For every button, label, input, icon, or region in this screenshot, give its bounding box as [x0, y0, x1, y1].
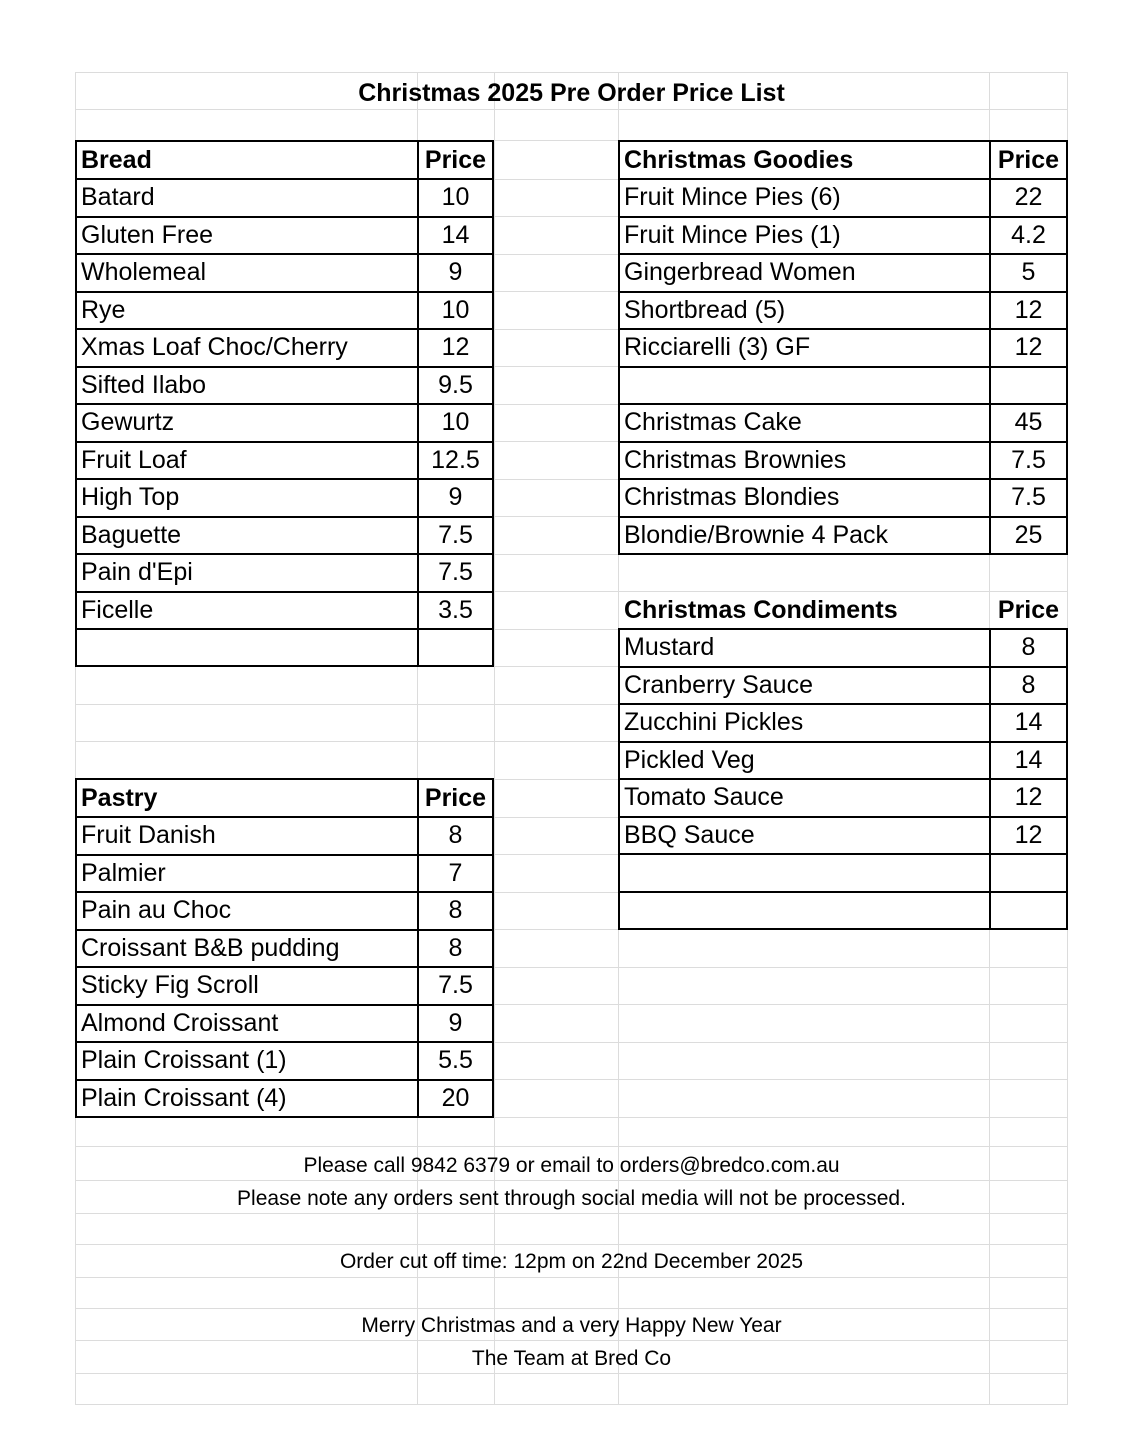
- bread-item-price: 10: [441, 183, 470, 212]
- bread-item-price: 7.5: [438, 520, 473, 549]
- bread-header: Bread: [81, 145, 152, 174]
- pastry-item-price: 9: [448, 1008, 463, 1037]
- goodies-item-price: 7.5: [1011, 483, 1046, 512]
- bread-item-price: 3.5: [438, 595, 473, 624]
- pastry-item-name: Almond Croissant: [81, 1008, 279, 1037]
- condiments-item-name: Tomato Sauce: [624, 783, 784, 812]
- bread-item-price: 10: [441, 295, 470, 324]
- pastry-item-price: 8: [448, 933, 463, 962]
- goodies-item-price: [989, 367, 1068, 405]
- goodies-item-price: 45: [1014, 408, 1043, 437]
- bread-item-price: 12.5: [431, 445, 480, 474]
- pastry-item-price: 7: [448, 858, 463, 887]
- bread-item-name: Gluten Free: [81, 220, 214, 249]
- pastry-price-header: Price: [424, 783, 487, 812]
- goodies-item-name: Shortbread (5): [624, 295, 786, 324]
- bread-item-name: Batard: [81, 183, 155, 212]
- bread-item-price: 12: [441, 333, 470, 362]
- bread-item-name: Ficelle: [81, 595, 154, 624]
- goodies-item-name: Fruit Mince Pies (1): [624, 220, 841, 249]
- gridline-horizontal: [75, 1213, 1068, 1214]
- condiments-item-price: 12: [1014, 783, 1043, 812]
- bread-item-name: Xmas Loaf Choc/Cherry: [81, 333, 348, 362]
- pastry-item-name: Croissant B&B pudding: [81, 933, 340, 962]
- row-divider: [618, 853, 1068, 855]
- condiments-header: Christmas Condiments: [624, 596, 898, 624]
- pastry-item-name: Palmier: [81, 858, 166, 887]
- condiments-item-name: Cranberry Sauce: [624, 670, 813, 699]
- pastry-item-name: Plain Croissant (1): [81, 1046, 287, 1075]
- condiments-item-name: Mustard: [624, 633, 715, 662]
- bread-item-name: Pain d'Epi: [81, 558, 193, 587]
- bread-item-name: Baguette: [81, 520, 182, 549]
- condiments-item-name: Pickled Veg: [624, 745, 755, 774]
- goodies-item-price: 22: [1014, 183, 1043, 212]
- condiments-item-name: Zucchini Pickles: [624, 708, 804, 737]
- goodies-item-name: Gingerbread Women: [624, 258, 856, 287]
- order-cutoff: Order cut off time: 12pm on 22nd December 2025: [339, 1250, 804, 1273]
- bread-item-price: 7.5: [438, 558, 473, 587]
- gridline-horizontal: [75, 1180, 1068, 1181]
- condiments-item-price: 14: [1014, 708, 1043, 737]
- goodies-item-name: Christmas Brownies: [624, 445, 847, 474]
- pastry-item-price: 7.5: [438, 971, 473, 1000]
- gridline-horizontal: [75, 1308, 1068, 1309]
- bread-item-price: 9: [448, 258, 463, 287]
- bread-item-name: Wholemeal: [81, 258, 207, 287]
- gridline-horizontal: [75, 1146, 1068, 1147]
- price-list-sheet: [75, 72, 1068, 1404]
- goodies-item-price: 7.5: [1011, 445, 1046, 474]
- pastry-item-price: 20: [441, 1083, 470, 1112]
- social-media-note: Please note any orders sent through social media will not be processed.: [237, 1187, 906, 1210]
- gridline-horizontal: [75, 1373, 1068, 1374]
- goodies-item-name: Ricciarelli (3) GF: [624, 333, 811, 362]
- bread-item-price: 9: [448, 483, 463, 512]
- pastry-item-price: 5.5: [438, 1046, 473, 1075]
- goodies-header: Christmas Goodies: [624, 145, 854, 174]
- gridline-horizontal: [75, 109, 1068, 110]
- goodies-item-price: 25: [1014, 520, 1043, 549]
- bread-item-name: High Top: [81, 483, 180, 512]
- bread-item-price: 14: [441, 220, 470, 249]
- gridline-horizontal: [75, 1244, 1068, 1245]
- bread-item-price: 9.5: [438, 370, 473, 399]
- condiments-item-price: 8: [1021, 670, 1036, 699]
- pastry-item-name: Fruit Danish: [81, 821, 216, 850]
- goodies-item-name: Blondie/Brownie 4 Pack: [624, 520, 889, 549]
- bread-item-price: 10: [441, 408, 470, 437]
- gridline-horizontal: [75, 1340, 1068, 1341]
- condiments-item-price: 8: [1021, 633, 1036, 662]
- contact-line: Please call 9842 6379 or email to orders@bredco.com.au: [303, 1154, 840, 1177]
- pastry-item-price: 8: [448, 821, 463, 850]
- goodies-item-name: [618, 367, 989, 405]
- page-title: Christmas 2025 Pre Order Price List: [358, 79, 785, 107]
- pastry-item-name: Plain Croissant (4): [81, 1083, 287, 1112]
- bread-item-name: Sifted Ilabo: [81, 370, 207, 399]
- goodies-item-price: 5: [1021, 258, 1036, 287]
- goodies-item-price: 4.2: [1011, 220, 1046, 249]
- gridline-horizontal: [75, 1277, 1068, 1278]
- condiments-item-price: 14: [1014, 745, 1043, 774]
- gridline-horizontal: [75, 72, 1068, 73]
- greeting: Merry Christmas and a very Happy New Year: [361, 1314, 782, 1337]
- signoff: The Team at Bred Co: [471, 1347, 672, 1370]
- gridline-horizontal: [75, 1404, 1068, 1405]
- goodies-item-price: 12: [1014, 333, 1043, 362]
- condiments-item-name: BBQ Sauce: [624, 820, 755, 849]
- row-divider: [618, 891, 1068, 893]
- bread-item-name: Gewurtz: [81, 408, 175, 437]
- pastry-header: Pastry: [81, 783, 158, 812]
- condiments-item-price: 12: [1014, 820, 1043, 849]
- pastry-item-price: 8: [448, 896, 463, 925]
- bread-price-header: Price: [424, 145, 487, 174]
- goodies-price-header: Price: [997, 145, 1060, 174]
- goodies-item-price: 12: [1014, 295, 1043, 324]
- row-divider: [75, 628, 494, 630]
- bread-item-name: Rye: [81, 295, 126, 324]
- bread-item-name: Fruit Loaf: [81, 445, 187, 474]
- condiments-price-header: Price: [997, 596, 1060, 624]
- goodies-item-name: Fruit Mince Pies (6): [624, 183, 841, 212]
- goodies-item-name: Christmas Blondies: [624, 483, 840, 512]
- goodies-item-name: Christmas Cake: [624, 408, 802, 437]
- pastry-item-name: Pain au Choc: [81, 896, 232, 925]
- pastry-item-name: Sticky Fig Scroll: [81, 971, 259, 1000]
